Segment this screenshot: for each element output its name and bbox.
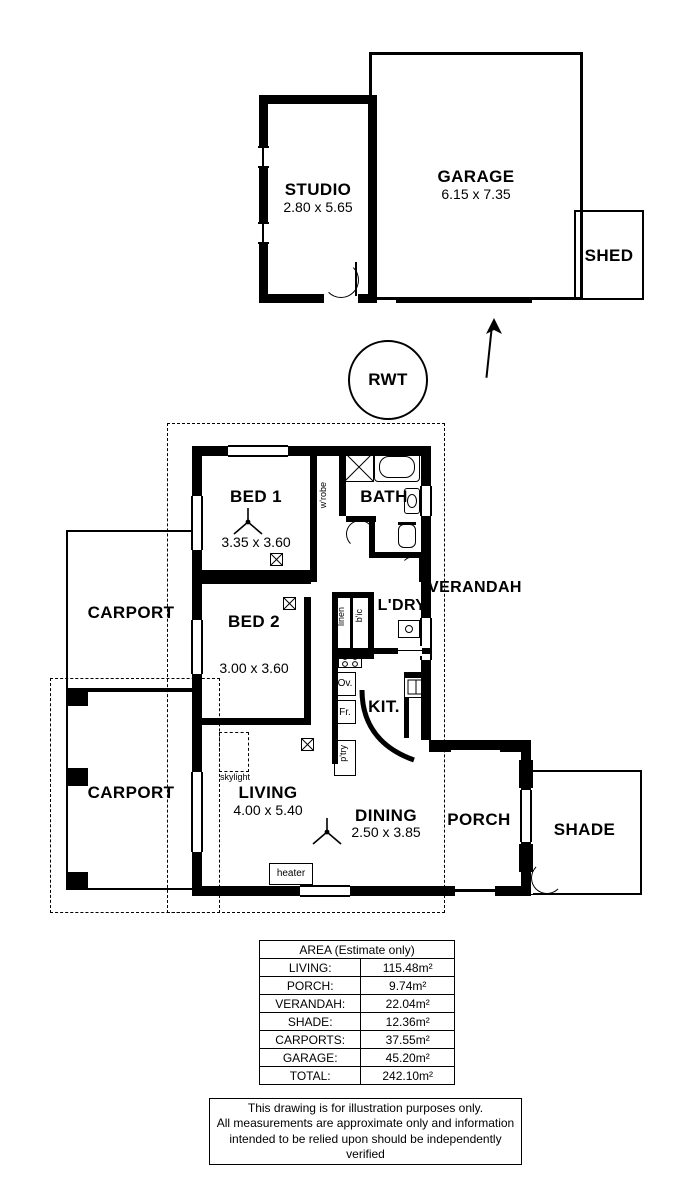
cooktop-burners-icon	[338, 652, 362, 668]
table-header-row	[260, 941, 455, 959]
studio-wall-top	[259, 95, 377, 104]
table-row	[260, 1049, 455, 1067]
garage-door-line	[396, 299, 532, 303]
wc-door-arc	[400, 556, 428, 584]
room-dim-bed2: 3.00 x 3.60	[219, 660, 289, 676]
porch-window-right-b	[530, 790, 532, 842]
studio-window-2-mid	[262, 224, 264, 242]
room-label-shade: SHADE	[553, 820, 616, 839]
room-label-carport-1: CARPORT	[87, 603, 175, 622]
rwt-label: RWT	[368, 370, 408, 389]
wall-bed1-bottom	[192, 570, 317, 577]
studio-window-1-line-b	[258, 166, 269, 168]
area-value-shade: 12.36m²	[361, 1013, 455, 1031]
wall-bed2-right	[304, 597, 311, 725]
ldry-trough-bowl-icon	[405, 625, 413, 633]
disclaimer-line-3: intended to be relied upon should be independently verified	[229, 1131, 502, 1162]
living-window-bottom-a	[300, 885, 350, 887]
room-label-bath: BATH	[360, 487, 408, 506]
ceiling-fan-living	[310, 818, 344, 846]
area-label-living: LIVING:	[260, 959, 361, 977]
entry-arrow-head	[483, 318, 505, 336]
room-label-garage: GARAGE	[437, 167, 515, 186]
area-label-total: TOTAL:	[260, 1067, 361, 1085]
skylight-label: skylight	[219, 772, 250, 782]
shower-cross-icon	[344, 452, 374, 482]
area-value-carports: 37.55m²	[361, 1031, 455, 1049]
room-dim-living: 4.00 x 5.40	[233, 802, 303, 818]
wc-door-leaf	[419, 556, 421, 582]
wall-bed1-right	[310, 456, 317, 574]
room-label-studio: STUDIO	[284, 180, 352, 199]
area-value-verandah: 22.04m²	[361, 995, 455, 1013]
room-label-porch: PORCH	[447, 810, 511, 829]
ldry-door-dash	[398, 650, 422, 651]
wc-pan	[398, 524, 416, 548]
area-value-garage: 45.20m²	[361, 1049, 455, 1067]
room-label-ldry: L'DRY	[377, 597, 427, 614]
table-row	[260, 959, 455, 977]
room-label-living: LIVING	[238, 783, 298, 802]
room-label-kit: KIT.	[368, 697, 400, 716]
heater-label: heater	[276, 868, 306, 879]
oven-label: Ov.	[337, 678, 353, 689]
studio-window-2-line-b	[258, 242, 269, 244]
wall-bed2-bottom	[202, 718, 311, 725]
bed1-window-left-a	[191, 496, 193, 550]
studio-door-arc	[323, 262, 359, 298]
studio-wall-bottom	[259, 294, 377, 303]
area-label-verandah: VERANDAH:	[260, 995, 361, 1013]
skylight-outline	[219, 732, 249, 772]
living-window-left-a	[191, 772, 193, 852]
wrobe-label: w'robe	[318, 482, 328, 509]
porch-post-1	[519, 760, 533, 788]
carport-post-1	[68, 688, 88, 706]
fitting-icon-3	[301, 738, 314, 751]
porch-door-bottom-line	[455, 889, 495, 892]
area-label-shade: SHADE:	[260, 1013, 361, 1031]
room-label-bed1: BED 1	[229, 487, 283, 506]
area-value-porch: 9.74m²	[361, 977, 455, 995]
room-label-carport-2: CARPORT	[87, 783, 175, 802]
area-label-garage: GARAGE:	[260, 1049, 361, 1067]
fridge-label: Fr.	[339, 707, 351, 718]
verandah-post-2	[500, 740, 522, 752]
garage-wall-left	[369, 52, 372, 98]
fitting-icon-2	[283, 597, 296, 610]
bath-door-leaf	[346, 519, 372, 521]
living-window-bottom-b	[300, 895, 350, 897]
area-label-porch: PORCH:	[260, 977, 361, 995]
table-row	[260, 1013, 455, 1031]
disclaimer-line-1: This drawing is for illustration purposes only.	[247, 1101, 484, 1115]
room-label-dining: DINING	[355, 806, 417, 825]
table-row	[260, 977, 455, 995]
room-label-bed2: BED 2	[227, 612, 281, 631]
verandah-post-1	[429, 740, 451, 752]
carport-post-3	[68, 872, 88, 890]
disclaimer-box	[209, 1098, 522, 1165]
porch-post-2	[519, 844, 533, 872]
fitting-icon-1	[270, 553, 283, 566]
disclaimer-line-2: All measurements are approximate only and information	[216, 1116, 515, 1131]
wall-bed2-top	[202, 577, 311, 584]
area-value-living: 115.48m²	[361, 959, 455, 977]
bed2-window-left-a	[191, 620, 193, 674]
area-label-carports: CARPORTS:	[260, 1031, 361, 1049]
room-dim-garage: 6.15 x 7.35	[441, 186, 511, 202]
bic-label: b'ic	[354, 609, 364, 623]
room-label-shed: SHED	[584, 246, 634, 265]
bed1-window-top-line-a	[228, 445, 288, 447]
table-row	[260, 995, 455, 1013]
room-dim-studio: 2.80 x 5.65	[283, 199, 353, 215]
area-table-title: AREA (Estimate only)	[260, 941, 455, 959]
bath-tub-inner	[379, 456, 415, 478]
wc-cistern	[398, 522, 416, 525]
ldry-doorway	[398, 646, 422, 656]
room-dim-bed1: 3.35 x 3.60	[221, 534, 291, 550]
area-value-total: 242.10m²	[361, 1067, 455, 1085]
bath-door-arc	[346, 520, 374, 548]
linen-label: linen	[336, 607, 346, 627]
room-label-verandah: VERANDAH	[428, 579, 522, 596]
studio-window-1-mid	[262, 148, 264, 166]
pantry-label: p'try	[338, 745, 348, 762]
garage-wall-top	[369, 52, 583, 55]
bed1-window-top-line-b	[228, 455, 288, 457]
area-table	[259, 940, 455, 1085]
shade-arc	[531, 862, 563, 894]
wall-hall-top	[310, 570, 317, 582]
room-dim-dining: 2.50 x 3.85	[351, 824, 421, 840]
table-row	[260, 1031, 455, 1049]
verandah-opening-1-b	[430, 486, 432, 516]
table-row	[260, 1067, 455, 1085]
living-window-left-b	[201, 772, 203, 852]
ceiling-fan-bed1	[231, 508, 265, 536]
